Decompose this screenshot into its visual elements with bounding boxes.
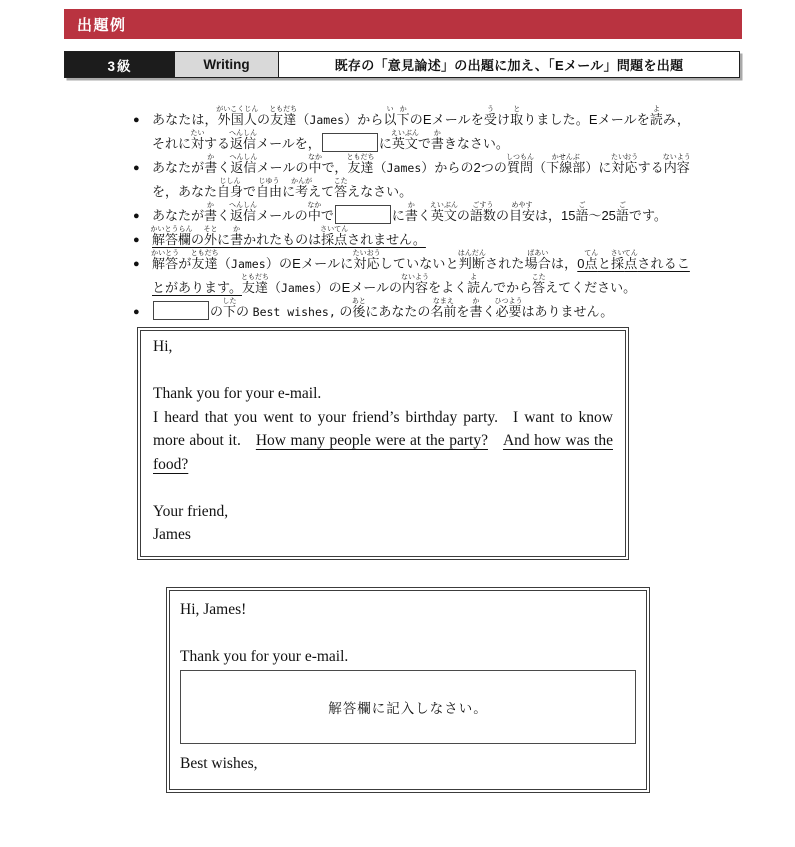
furigana: ご: [618, 201, 626, 209]
furigana: ないよう: [401, 273, 430, 281]
furigana: か: [407, 201, 415, 209]
text-segment: です。: [628, 208, 667, 223]
text-segment: の: [335, 304, 353, 319]
text-segment: あなたが: [152, 208, 205, 223]
text-segment: 語 ご: [615, 201, 629, 223]
text-segment: 判断 はんだん: [457, 249, 486, 271]
text-segment: 目安 めやす: [508, 201, 535, 223]
text-segment: は，: [550, 256, 578, 271]
text-segment: が: [178, 256, 192, 271]
furigana: じしん: [219, 177, 241, 185]
text-segment: James: [386, 161, 422, 175]
furigana: へんしん: [229, 201, 258, 209]
grade-badge: 3級: [65, 52, 175, 77]
furigana: した: [222, 297, 237, 305]
furigana: ともだち: [240, 273, 269, 281]
text-segment: み，それに: [152, 112, 690, 151]
furigana: か: [207, 153, 215, 161]
text-segment: は，15: [534, 208, 576, 223]
text-segment: 後 あと: [351, 297, 366, 319]
text-segment: されません。: [347, 232, 426, 247]
text-segment: 返信 へんしん: [229, 129, 258, 151]
text-segment: more about it.: [153, 432, 241, 449]
furigana: ご: [578, 201, 586, 209]
text-segment: 返信 へんしん: [229, 153, 258, 175]
email-line: [153, 429, 613, 453]
text-segment: 応 おう: [624, 153, 639, 175]
reply-template-box: [166, 587, 650, 793]
furigana: こた: [531, 273, 546, 281]
section-banner-title: 出題例: [77, 16, 127, 34]
answer-blank-box: [335, 205, 391, 224]
email-line: [153, 406, 613, 430]
text-segment: 内容 ないよう: [401, 273, 430, 295]
subject-badge: Writing: [175, 52, 279, 77]
text-segment: 質問 しつもん: [506, 153, 535, 175]
instruction-text: [152, 297, 690, 324]
text-segment: 書 か: [404, 201, 418, 223]
text-segment: かれたものは: [243, 232, 322, 247]
text-segment: の: [191, 232, 205, 247]
furigana: と: [513, 105, 521, 113]
text-segment: を: [456, 304, 470, 319]
text-segment: 点 てん: [584, 249, 599, 271]
furigana: たい: [190, 129, 205, 137]
furigana: か: [399, 105, 407, 113]
text-segment: く: [482, 304, 496, 319]
email-line: [153, 335, 613, 359]
text-segment: 解答 かいとう: [151, 249, 180, 271]
answer-entry-prompt: 解答欄に記入しなさい。: [328, 701, 488, 716]
text-segment: に: [282, 184, 296, 199]
furigana: へんしん: [229, 153, 258, 161]
email-line: [153, 476, 613, 500]
text-segment: ）のEメールに: [265, 256, 354, 271]
text-segment: メールを，: [256, 136, 321, 151]
text-segment: 読 よ: [649, 105, 663, 127]
text-segment: のEメールを: [409, 112, 484, 127]
furigana: たいおう: [352, 249, 381, 257]
reply-template-body: [169, 590, 647, 790]
text-segment: りました。Eメールを: [523, 112, 650, 127]
text-segment: （: [217, 256, 232, 271]
text-segment: 語数 ごすう: [469, 201, 496, 223]
furigana: かんが: [291, 177, 313, 185]
text-segment: food?: [153, 455, 189, 473]
instructions-list: [133, 105, 691, 324]
furigana: あと: [351, 297, 366, 305]
text-segment: 対応 たいおう: [352, 249, 381, 271]
text-segment: Your friend,: [153, 502, 229, 520]
text-segment: えてください。: [545, 280, 637, 295]
text-segment: I want to know: [513, 408, 613, 426]
text-segment: ）に: [585, 160, 612, 175]
instruction-item: [133, 201, 690, 228]
text-segment: ～25: [588, 208, 616, 223]
instruction-item: [133, 153, 691, 204]
text-segment: 下 か: [396, 105, 410, 127]
furigana: う: [486, 105, 494, 113]
furigana: ともだち: [346, 153, 375, 161]
instruction-text: [151, 249, 690, 300]
text-segment: の: [210, 304, 224, 319]
furigana: はんだん: [457, 249, 486, 257]
text-segment: されることがあります。: [152, 256, 690, 295]
text-segment: 中 なか: [308, 153, 323, 175]
furigana: てん: [623, 249, 638, 257]
text-segment: 受 う: [483, 105, 498, 127]
instruction-text: [152, 105, 690, 156]
email-line: [153, 382, 613, 406]
text-segment: （: [267, 280, 281, 295]
furigana: かいとうらん: [150, 225, 193, 233]
answer-entry-box: [180, 670, 636, 744]
email-line: [153, 523, 613, 547]
text-segment: メールの: [256, 208, 308, 223]
furigana: ごすう: [472, 201, 494, 209]
furigana: か: [233, 225, 241, 233]
bullet-icon: ●: [133, 258, 140, 270]
text-segment: 必要 ひつよう: [494, 297, 523, 319]
furigana: なか: [308, 153, 323, 161]
furigana: なまえ: [432, 297, 454, 305]
furigana: てん: [584, 249, 599, 257]
text-segment: 名前 なまえ: [430, 297, 457, 319]
text-segment: んでから: [480, 280, 533, 295]
header-note: 既存の「意見論述」の出題に加え、「Eメール」問題を出題: [334, 58, 684, 73]
text-segment: James: [309, 113, 345, 127]
blank-line: [180, 621, 636, 645]
furigana: こた: [333, 177, 348, 185]
text-segment: 友達 ともだち: [240, 273, 269, 295]
text-segment: ）のEメールの: [315, 280, 403, 295]
furigana: か: [472, 297, 480, 305]
text-segment: James: [281, 281, 316, 295]
furigana: ともだち: [190, 249, 219, 257]
text-segment: 英文 えいぶん: [429, 201, 458, 223]
furigana: がいこくじん: [216, 105, 259, 113]
text-segment: きなさい。: [443, 136, 509, 151]
text-segment: 考 かんが: [291, 177, 313, 199]
text-segment: に: [217, 232, 231, 247]
furigana: さい: [610, 249, 625, 257]
text-segment: 友達 ともだち: [190, 249, 219, 271]
text-segment: 書 か: [469, 297, 483, 319]
furigana: かせんぶ: [551, 153, 580, 161]
furigana: えいぶん: [390, 129, 419, 137]
text-segment: 答 こた: [333, 177, 348, 199]
furigana: ひつよう: [494, 297, 523, 305]
text-segment: 答 こた: [531, 273, 546, 295]
text-segment: Thank you for your e-mail.: [153, 385, 322, 402]
text-segment: 解答欄 かいとうらん: [150, 225, 193, 247]
text-segment: に: [391, 208, 405, 223]
furigana: ばあい: [527, 249, 549, 257]
text-segment: 友達 ともだち: [346, 153, 375, 175]
text-segment: で: [417, 136, 431, 151]
text-segment: 場合 ばあい: [524, 249, 551, 271]
text-segment: えなさい。: [347, 184, 413, 199]
text-segment: の: [456, 208, 470, 223]
text-segment: け: [497, 112, 511, 127]
instruction-text: [152, 201, 690, 228]
text-segment: 外国人 がいこくじん: [216, 105, 259, 127]
text-segment: で，: [321, 160, 348, 175]
furigana: へんしん: [229, 129, 258, 137]
text-segment: 語 ご: [575, 201, 589, 223]
instruction-item: [133, 225, 690, 252]
text-segment: 読 よ: [467, 273, 481, 295]
text-segment: はありません。: [521, 304, 614, 319]
grade-header-bar: [64, 51, 740, 78]
bullet-icon: ●: [133, 306, 140, 318]
text-segment: 以 い: [383, 105, 397, 127]
furigana: か: [433, 129, 441, 137]
furigana: よ: [470, 273, 478, 281]
text-segment: I heard that you went to your friend’s birthday party.: [153, 408, 498, 426]
answer-blank-box: [153, 301, 209, 320]
text-segment: Hi,: [153, 338, 173, 355]
text-segment: Best wishes,: [252, 305, 336, 319]
text-segment: で: [243, 184, 257, 199]
furigana: ともだち: [269, 105, 298, 113]
text-segment: を，あなた: [152, 184, 218, 199]
text-segment: And how was the: [502, 432, 613, 449]
text-segment: 対 たい: [611, 153, 626, 175]
bullet-icon: ●: [133, 162, 140, 174]
text-segment: あなたは，: [152, 112, 218, 127]
text-segment: された: [485, 256, 525, 271]
text-segment: していないと: [379, 256, 459, 271]
instruction-item: [133, 249, 690, 300]
text-segment: （: [373, 160, 387, 175]
text-segment: えて: [308, 184, 335, 199]
instruction-text: [150, 225, 690, 252]
text-segment: 0: [577, 256, 585, 271]
furigana: さいてん: [320, 225, 349, 233]
text-segment: く: [417, 208, 431, 223]
text-segment: 友達 ともだち: [269, 105, 298, 127]
text-segment: 内容 ないよう: [662, 153, 691, 175]
furigana: よ: [652, 105, 660, 113]
text-segment: James: [231, 257, 266, 271]
furigana: じゆう: [258, 177, 280, 185]
email-from-james-body: [140, 330, 626, 557]
furigana: か: [207, 201, 215, 209]
answer-blank-box: [322, 133, 378, 152]
text-segment: ）からの2つの: [421, 160, 507, 175]
instruction-item: [133, 297, 690, 324]
bullet-icon: ●: [133, 234, 140, 246]
text-segment: How many people were at the party?: [255, 432, 488, 449]
email-line: [153, 453, 613, 477]
furigana: おう: [624, 153, 639, 161]
text-segment: する: [637, 160, 664, 175]
text-segment: で: [320, 208, 334, 223]
instruction-item: [133, 105, 690, 156]
text-segment: 英文 えいぶん: [390, 129, 419, 151]
furigana: めやす: [511, 201, 533, 209]
text-segment: をよく: [428, 280, 468, 295]
text-segment: 採点 さいてん: [320, 225, 349, 247]
text-segment: く: [217, 160, 231, 175]
text-segment: 自身 じしん: [217, 177, 244, 199]
text-segment: の: [256, 112, 271, 127]
furigana: えいぶん: [429, 201, 458, 209]
furigana: たい: [611, 153, 626, 161]
text-segment: の: [236, 304, 253, 319]
text-segment: あなたが: [152, 160, 205, 175]
text-segment: （: [533, 160, 547, 175]
reply-greeting: Hi, James!: [180, 600, 247, 618]
text-segment: 取 と: [510, 105, 524, 127]
text-segment: 自由 じゆう: [256, 177, 283, 199]
text-segment: （: [296, 112, 310, 127]
text-segment: James: [153, 526, 191, 543]
text-segment: にあなたの: [365, 304, 431, 319]
furigana: なか: [307, 201, 322, 209]
text-segment: 下 した: [222, 297, 237, 319]
text-segment: ）から: [344, 112, 384, 127]
text-segment: 書 か: [204, 201, 218, 223]
email-line: [153, 500, 613, 524]
section-banner: [64, 9, 742, 39]
email-from-james-box: [137, 327, 629, 560]
text-segment: メールの: [256, 160, 309, 175]
text-segment: 下線部 かせんぶ: [546, 153, 586, 175]
furigana: しつもん: [506, 153, 535, 161]
furigana: そと: [203, 225, 218, 233]
instruction-text: [152, 153, 691, 204]
furigana: い: [386, 105, 394, 113]
text-segment: 返信 へんしん: [229, 201, 258, 223]
furigana: ないよう: [662, 153, 691, 161]
text-segment: の: [495, 208, 509, 223]
bullet-icon: ●: [133, 210, 140, 222]
text-segment: に: [378, 136, 392, 151]
text-segment: と: [597, 256, 612, 271]
text-segment: 書 か: [430, 129, 444, 151]
text-segment: する: [204, 136, 231, 151]
text-segment: く: [217, 208, 231, 223]
text-segment: 書 か: [204, 153, 218, 175]
bullet-icon: ●: [133, 114, 140, 126]
email-line: [153, 359, 613, 383]
text-segment: 対 たい: [190, 129, 205, 151]
text-segment: 書 か: [230, 225, 244, 247]
text-segment: 採 さい: [610, 249, 625, 271]
text-segment: 点 てん: [623, 249, 638, 271]
reply-closing: Best wishes,: [180, 755, 258, 772]
reply-thanks: Thank you for your e-mail.: [180, 647, 349, 665]
text-segment: 中 なか: [307, 201, 322, 223]
furigana: かいとう: [151, 249, 180, 257]
text-segment: 外 そと: [203, 225, 218, 247]
